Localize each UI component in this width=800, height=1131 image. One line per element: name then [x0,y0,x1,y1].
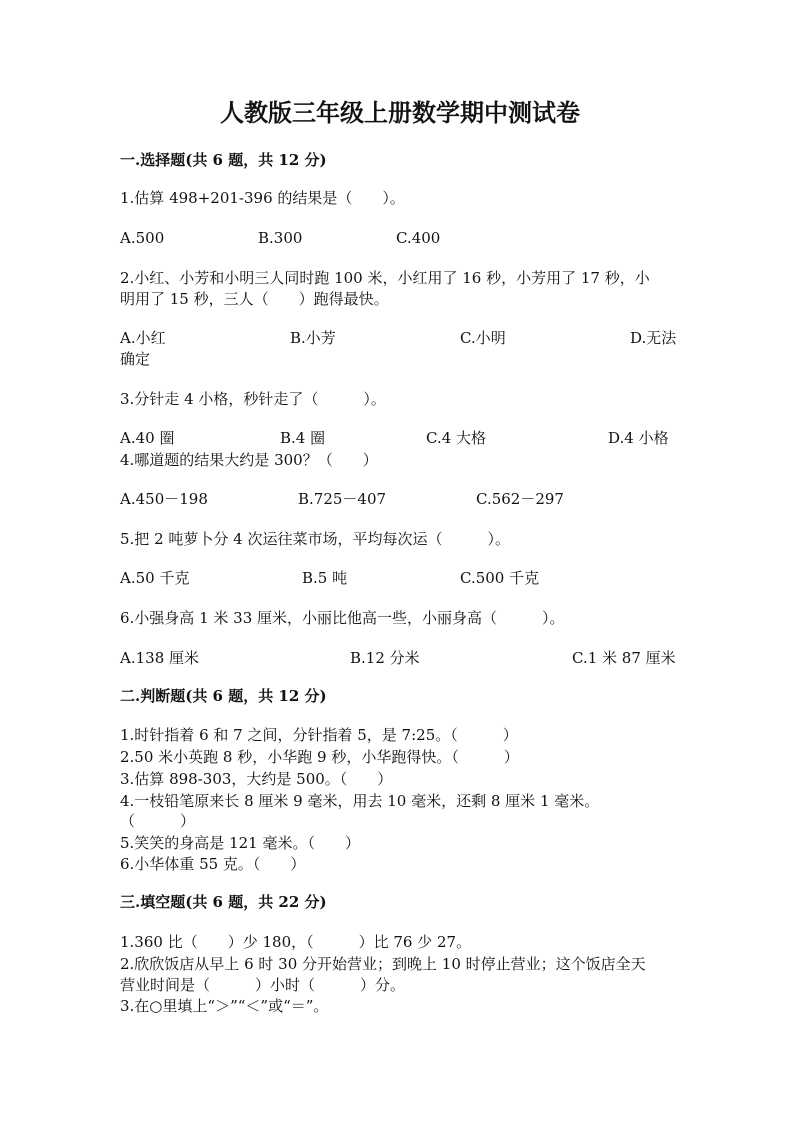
fill-item-2-line1: 2.欣欣饭店从早上 6 时 30 分开始营业；到晚上 10 时停止营业；这个饭店全天 [120,955,646,973]
judgement-item-4: 4.一枝铅笔原来长 8 厘米 9 毫米，用去 10 毫米，还剩 8 厘米 1 毫米。 [120,792,600,810]
question-6-option-c: C.1 米 87 厘米 [572,649,676,667]
question-4-option-b: B.725－407 [298,490,387,508]
section-heading-choice: 一.选择题(共 6 题，共 12 分) [120,151,327,169]
judgement-item-3: 3.估算 898-303，大约是 500。（ ） [120,770,393,788]
judgement-item-1: 1.时针指着 6 和 7 之间，分针指着 5，是 7:25。（ ） [120,726,518,744]
question-2-option-c: C.小明 [460,329,506,347]
question-6-option-b: B.12 分米 [350,649,420,667]
question-2-option-d: D.无法 [630,329,677,347]
question-5-option-b: B.5 吨 [302,569,348,587]
question-3-option-d: D.4 小格 [608,429,669,447]
question-5-stem: 5.把 2 吨萝卜分 4 次运往菜市场，平均每次运（ ）。 [120,530,510,548]
question-6-option-a: A.138 厘米 [120,649,199,667]
question-3-stem: 3.分针走 4 小格，秒针走了（ ）。 [120,390,386,408]
question-3-option-b: B.4 圈 [280,429,326,447]
question-4-option-a: A.450－198 [120,490,208,508]
question-4-option-c: C.562－297 [476,490,564,508]
judgement-item-5: 5.笑笑的身高是 121 毫米。（ ） [120,834,360,852]
question-2-option-a: A.小红 [120,329,166,347]
judgement-item-4-bracket: （ ） [120,812,196,830]
fill-item-3: 3.在○里填上“＞”“＜”或“＝”。 [120,997,329,1015]
question-4-stem: 4.哪道题的结果大约是 300？（ ） [120,451,378,469]
question-1-option-b: B.300 [258,229,303,247]
question-2-option-d-continued: 确定 [120,350,151,368]
question-5-option-c: C.500 千克 [460,569,540,587]
question-6-stem: 6.小强身高 1 米 33 厘米，小丽比他高一些，小丽身高（ ）。 [120,609,565,627]
question-1-option-c: C.400 [396,229,441,247]
fill-item-1: 1.360 比（ ）少 180，（ ）比 76 少 27。 [120,933,472,951]
question-3-option-a: A.40 圈 [120,429,175,447]
question-1-stem: 1.估算 498+201-396 的结果是（ ）。 [120,189,405,207]
page-title: 人教版三年级上册数学期中测试卷 [220,98,580,127]
question-3-option-c: C.4 大格 [426,429,487,447]
fill-item-2-line2: 营业时间是（ ）小时（ ）分。 [120,976,406,994]
judgement-item-2: 2.50 米小英跑 8 秒，小华跑 9 秒，小华跑得快。（ ） [120,748,519,766]
section-heading-judgement: 二.判断题(共 6 题，共 12 分) [120,687,327,705]
section-heading-fill-blank: 三.填空题(共 6 题，共 22 分) [120,893,327,911]
judgement-item-6: 6.小华体重 55 克。（ ） [120,855,306,873]
question-1-option-a: A.500 [120,229,165,247]
question-2-stem-line1: 2.小红、小芳和小明三人同时跑 100 米，小红用了 16 秒，小芳用了 17 秒，小 [120,269,650,287]
question-5-option-a: A.50 千克 [120,569,190,587]
question-2-stem-line2: 明用了 15 秒，三人（ ）跑得最快。 [120,290,389,308]
question-2-option-b: B.小芳 [290,329,336,347]
